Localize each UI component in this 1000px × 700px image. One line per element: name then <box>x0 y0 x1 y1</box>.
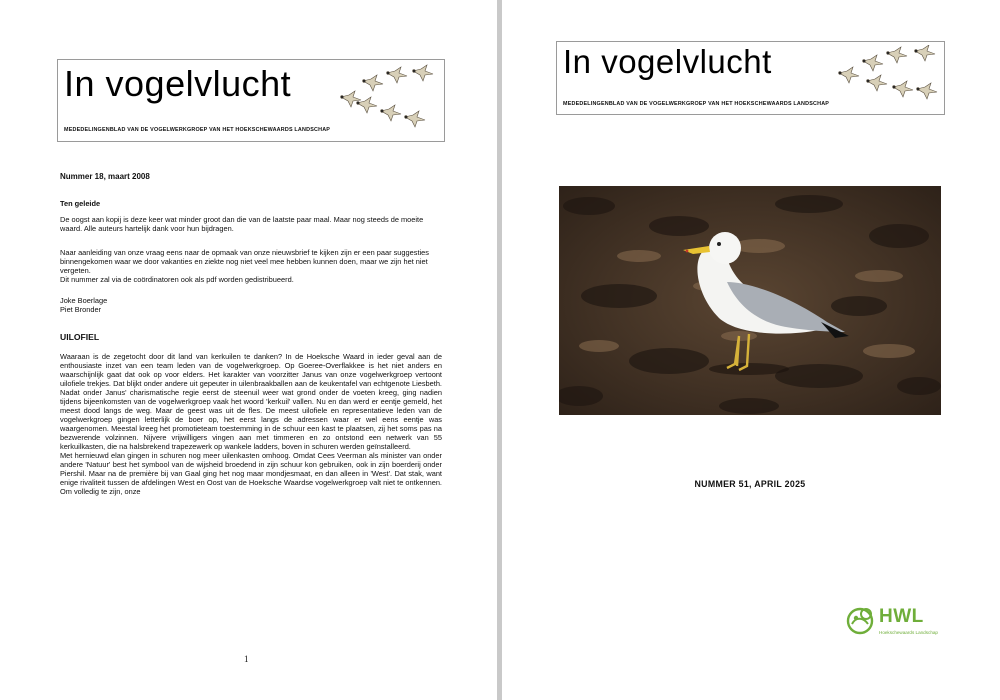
intro-text: Naar aanleiding van onze vraag eens naar de opmaak van onze nieuwsbrief te kijken zijn er een paar suggesties binnengekomen waar we door vakanties en ziekte nog niet veel mee hebben kunnen doen, maar we zijn het niet vergeten. <box>60 248 429 275</box>
right-page[interactable] <box>502 0 1000 700</box>
flying-geese-icon <box>333 63 441 133</box>
gull-photo <box>559 186 941 415</box>
masthead-subtitle: MEDEDELINGENBLAD VAN DE VOGELWERKGROEP VAN HET HOEKSCHEWAARDS LANDSCHAP <box>563 101 830 107</box>
masthead-title: In vogelvlucht <box>563 43 772 80</box>
intro-paragraph-2 <box>60 248 442 284</box>
intro-text-pdf: Dit nummer zal via de coördinatoren ook als pdf worden gedistribueerd. <box>60 275 294 284</box>
authors <box>60 296 442 314</box>
masthead-subtitle: MEDEDELINGENBLAD VAN DE VOGELWERKGROEP VAN HET HOEKSCHEWAARDS LANDSCHAP <box>64 127 331 133</box>
page-number: 1 <box>244 654 249 664</box>
article-paragraph: Waaraan is de zegetocht door dit land van kerkuilen te danken? In de Hoeksche Waard in ieder geval aan de enthousiaste inzet van een team leden van de vogelwerkgroep. Op Goeree-Overflakkee is het niet anders en waarschijnlijk gaat dat ook op voor elders. Het karakter van voorzitter Janus van onze vogelwerkgroep vertoont uilofiele trekjes. Dat blijkt onder andere uit gepeuter in uilenbraakballen aan de keukentafel van echtgenote Liesbeth. Nadat onder Janus' charismatische regie eerst de steenuil weer wat grond onder de voeten kreeg, ging nadien tijdens bijeenkomsten van de vogelwerkgroep vaak het woord 'kerkuil' vallen. Nu en dan werd er eentje gemeld, het meest dood langs de weg. Maar de geest was uit de fles. De meest uilofiele en representatieve leden van de vogelwerkgroep gingen letterlijk de boer op, het eerst langs de adressen waar er wel eens eentje was waargenomen. Meestal kreeg het promotieteam toestemming in de schuur een kast te plaatsen, zij het soms pas na bezwerende volzinnen. Nijvere vrijwilligers vingen aan met timmeren en zo ontstond een netwerk van 55 kerkuilkasten, die na halsbrekend trapezewerk op wankele ladders, boven in schuren werden geïnstalleerd. <box>60 352 442 451</box>
flying-geese-icon <box>837 45 941 103</box>
logo-text: HWL <box>879 606 924 627</box>
author-name: Piet Bronder <box>60 305 102 314</box>
masthead-right <box>556 41 945 115</box>
article-paragraph: Met hernieuwd elan gingen in schuren nog meer uilenkasten omhoog. Omdat Cees Veerman als minister van onder andere 'Natuur' best het symbool van de wijsheid broedend in zijn schuur kon gebruiken, ook in zijn boerderij onder Piershil. Maar na de première bij van Gaal ging het nog maar mondjesmaat, en dan alleen in 'West'. Dat stak, want enige rivaliteit tussen de afdelingen West en Oost van de Hoeksche Waardse vogelwerkgroep valt niet te ontkennen. Om volledig te zijn, onze <box>60 451 442 496</box>
intro-heading: Ten geleide <box>60 199 101 208</box>
gull-on-soil-image <box>559 186 941 415</box>
masthead-title: In vogelvlucht <box>64 63 292 104</box>
author-name: Joke Boerlage <box>60 296 108 305</box>
intro-paragraph: De oogst aan kopij is deze keer wat minder groot dan die van de laatste paar maal. Maar nog steeds de moeite waard. Alle auteurs hartelijk dank voor hun bijdragen. <box>60 215 424 233</box>
hwl-leaf-icon <box>846 604 876 638</box>
issue-number-right: NUMMER 51, APRIL 2025 <box>694 479 806 489</box>
hwl-logo <box>846 604 940 640</box>
issue-number: Nummer 18, maart 2008 <box>60 172 150 181</box>
masthead-left <box>57 59 445 142</box>
left-page[interactable] <box>0 0 497 700</box>
logo-subtitle: Hoekschewaards Landschap <box>879 630 938 635</box>
article-body <box>60 352 442 496</box>
article-heading: UILOFIEL <box>60 332 100 342</box>
